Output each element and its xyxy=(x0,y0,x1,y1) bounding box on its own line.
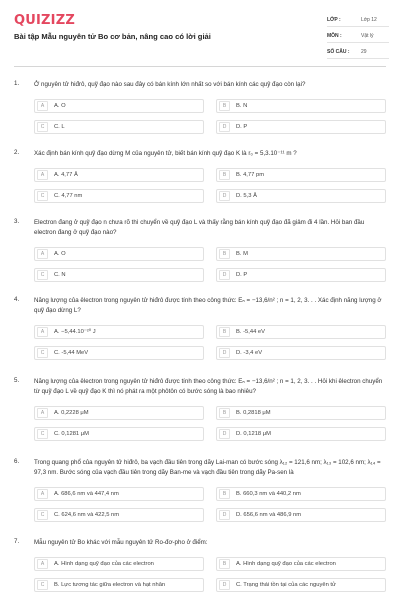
option-letter: B xyxy=(219,327,230,337)
option-letter: C xyxy=(37,429,48,439)
option-text: D. 5,3 Å xyxy=(236,193,257,199)
option-b[interactable] xyxy=(216,487,386,501)
option-text: B. 660,3 nm và 440,2 nm xyxy=(236,491,301,497)
option-text: C. 624,6 nm và 422,5 nm xyxy=(54,512,120,518)
option-d[interactable] xyxy=(216,346,386,360)
meta-grade-row xyxy=(327,14,389,27)
option-letter: D xyxy=(219,122,230,132)
option-text: A. −5,44.10⁻²⁰ J xyxy=(54,329,96,335)
option-a[interactable] xyxy=(34,168,204,182)
question-6 xyxy=(14,458,386,522)
option-letter: A xyxy=(37,408,48,418)
option-d[interactable] xyxy=(216,120,386,134)
option-a[interactable] xyxy=(34,557,204,571)
option-text: A. O xyxy=(54,251,66,257)
answer-options xyxy=(34,487,386,522)
meta-value: 29 xyxy=(361,49,367,55)
question-5 xyxy=(14,377,386,441)
option-d[interactable] xyxy=(216,508,386,522)
option-text: A. 4,77 Å xyxy=(54,172,78,178)
option-a[interactable] xyxy=(34,247,204,261)
option-d[interactable] xyxy=(216,578,386,592)
option-letter: C xyxy=(37,122,48,132)
question-text: Mẫu nguyên tử Bo khác với mẫu nguyên tử Ro-đơ-pho ở điểm: xyxy=(34,539,208,546)
worksheet-meta xyxy=(327,14,389,62)
question-4 xyxy=(14,296,386,360)
option-letter: B xyxy=(219,559,230,569)
option-a[interactable] xyxy=(34,99,204,113)
question-text: Năng lượng của êlectron trong nguyên tử hiđrô được tính theo công thức: Eₙ = −13,6/n² ; n = 1, 2, 3. . . Hỏi khi êlectron chuyển từ quỹ đạo L về quỹ đạo K thì nó phát ra một phôtôn có bước sóng là bao nhiêu? xyxy=(34,378,383,395)
option-text: A. Hình dạng quỹ đạo của các electron xyxy=(54,561,154,567)
option-letter: D xyxy=(219,348,230,358)
option-b[interactable] xyxy=(216,406,386,420)
option-d[interactable] xyxy=(216,268,386,282)
meta-label: MÔN : xyxy=(327,33,342,39)
answer-options xyxy=(34,557,386,592)
option-letter: A xyxy=(37,327,48,337)
option-b[interactable] xyxy=(216,99,386,113)
option-text: C. L xyxy=(54,124,65,130)
option-letter: A xyxy=(37,559,48,569)
question-text: Electron đang ở quỹ đạo n chưa rõ thì chuyển về quỹ đạo L và thấy rằng bán kính quỹ đạo đã giảm đi 4 lần. Hỏi ban đầu electron đang ở quỹ đạo nào? xyxy=(34,219,365,236)
question-number: 3. xyxy=(14,218,20,225)
question-text: Xác định bán kính quỹ đạo dừng M của nguyên tử, biết bán kính quỹ đạo K là r₀ = 5,3.10⁻¹¹ m ? xyxy=(34,150,297,157)
option-letter: C xyxy=(37,510,48,520)
option-letter: D xyxy=(219,429,230,439)
meta-label: SỐ CÂU : xyxy=(327,49,350,55)
question-text: Ở nguyên tử hiđrô, quỹ đạo nào sau đây có bán kính lớn nhất so với bán kính các quỹ đạo còn lại? xyxy=(34,81,306,88)
question-number: 2. xyxy=(14,149,20,156)
question-text: Trong quang phổ của nguyên tử hiđrô, ba vạch đầu tiên trong dãy Lai-man có bước sóng λ₁₂ = 121,6 nm; λ₁₃ = 102,6 nm; λ₁₄ = 97,3 nm. Bước sóng của vạch đầu tiên trong dãy Ban-me và vạch đầu tiên trong dãy Pa-sen là xyxy=(34,459,381,476)
answer-options xyxy=(34,99,386,134)
meta-count-row xyxy=(327,46,389,59)
option-text: A. O xyxy=(54,103,66,109)
option-letter: D xyxy=(219,580,230,590)
option-letter: D xyxy=(219,510,230,520)
option-c[interactable] xyxy=(34,268,204,282)
option-text: C. -5,44 MeV xyxy=(54,350,89,356)
option-letter: C xyxy=(37,191,48,201)
option-letter: C xyxy=(37,348,48,358)
option-d[interactable] xyxy=(216,189,386,203)
question-number: 6. xyxy=(14,458,20,465)
question-text: Năng lượng của êlectron trong nguyên tử hiđrô được tính theo công thức: Eₙ = −13,6/n² ; n = 1, 2, 3. . . Xác định năng lượng ở quỹ đạo dừng L? xyxy=(34,297,382,314)
option-text: C. 4,77 nm xyxy=(54,193,83,199)
option-letter: C xyxy=(37,270,48,280)
option-a[interactable] xyxy=(34,406,204,420)
question-number: 7. xyxy=(14,538,20,545)
option-text: D. -3,4 eV xyxy=(236,350,263,356)
option-c[interactable] xyxy=(34,427,204,441)
option-letter: C xyxy=(37,580,48,590)
answer-options xyxy=(34,168,386,203)
meta-value: Lớp 12 xyxy=(361,17,377,23)
option-letter: B xyxy=(219,408,230,418)
header-divider xyxy=(14,66,386,67)
option-text: A. 686,6 nm và 447,4 nm xyxy=(54,491,119,497)
option-c[interactable] xyxy=(34,189,204,203)
option-b[interactable] xyxy=(216,325,386,339)
option-d[interactable] xyxy=(216,427,386,441)
answer-options xyxy=(34,325,386,360)
question-number: 5. xyxy=(14,377,20,384)
option-b[interactable] xyxy=(216,168,386,182)
option-c[interactable] xyxy=(34,120,204,134)
question-2 xyxy=(14,149,386,203)
option-text: B. 4,77 pm xyxy=(236,172,265,178)
option-letter: A xyxy=(37,101,48,111)
option-c[interactable] xyxy=(34,578,204,592)
option-a[interactable] xyxy=(34,325,204,339)
question-3 xyxy=(14,218,386,282)
option-letter: B xyxy=(219,170,230,180)
option-c[interactable] xyxy=(34,346,204,360)
option-c[interactable] xyxy=(34,508,204,522)
option-letter: B xyxy=(219,489,230,499)
option-text: B. M xyxy=(236,251,248,257)
page-title: Bài tập Mẫu nguyên tử Bo cơ bản, nâng cao có lời giải xyxy=(14,32,211,41)
option-letter: B xyxy=(219,101,230,111)
option-b[interactable] xyxy=(216,557,386,571)
option-letter: D xyxy=(219,270,230,280)
option-text: B. -5,44 eV xyxy=(236,329,266,335)
option-text: D. 0,1218 μM xyxy=(236,431,271,437)
option-text: D. 656,6 nm và 486,9 nm xyxy=(236,512,302,518)
option-text: D. P xyxy=(236,124,248,130)
option-letter: A xyxy=(37,249,48,259)
meta-value: Vật lý xyxy=(361,33,374,39)
question-number: 4. xyxy=(14,296,20,303)
option-text: D. P xyxy=(236,272,248,278)
option-letter: A xyxy=(37,170,48,180)
answer-options xyxy=(34,247,386,282)
meta-label: LỚP : xyxy=(327,17,341,23)
option-letter: D xyxy=(219,191,230,201)
quizizz-logo: QUIZIZZ xyxy=(14,13,75,28)
question-number: 1. xyxy=(14,80,20,87)
option-text: C. Trạng thái tồn tại của các nguyên tử xyxy=(236,582,336,588)
question-7 xyxy=(14,538,386,592)
option-a[interactable] xyxy=(34,487,204,501)
meta-subject-row xyxy=(327,30,389,43)
option-text: C. N xyxy=(54,272,66,278)
option-letter: B xyxy=(219,249,230,259)
question-1 xyxy=(14,80,386,134)
option-text: A. 0,2228 μM xyxy=(54,410,89,416)
option-text: B. 0,2818 μM xyxy=(236,410,271,416)
option-text: A. Hình dạng quỹ đạo của các electron xyxy=(236,561,336,567)
option-letter: A xyxy=(37,489,48,499)
option-text: B. Lực tương tác giữa electron và hạt nhân xyxy=(54,582,166,588)
option-b[interactable] xyxy=(216,247,386,261)
option-text: C. 0,1281 μM xyxy=(54,431,89,437)
option-text: B. N xyxy=(236,103,248,109)
answer-options xyxy=(34,406,386,441)
